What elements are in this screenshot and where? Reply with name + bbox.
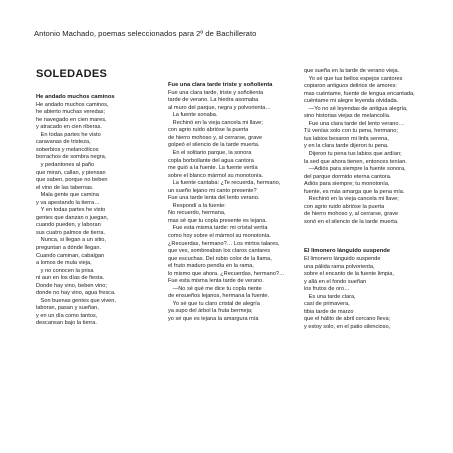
poem-line: y pedantones al paño [36, 161, 95, 168]
poem-line: Fue una tarde lenta del lento verano. [168, 195, 260, 202]
page-header: Antonio Machado, poemas seleccionados para 2º de Bachillerato [34, 29, 257, 38]
poem-line: tibia tarde de marzo [304, 308, 354, 315]
poem-line: ni aun en los días de fiesta. [36, 275, 105, 282]
poem-line: al muro del parque, negra y polvorienta… [168, 104, 271, 111]
poem-line: Mala gente que camina [36, 192, 99, 199]
poem-line: sobre el encanto de la fuente limpia, [304, 271, 394, 278]
poem-line: —Yo no sé leyendas de antigua alegría, [304, 105, 408, 112]
poem-line: con agrio ruido abrióse la puerta [304, 203, 385, 210]
poem-gap [304, 226, 444, 248]
poem-line: he abierto muchas veredas; [36, 109, 106, 116]
poem-line: copla borbollante del agua cantora [168, 157, 254, 164]
poem-line: y en un día como tantos, [36, 312, 98, 319]
poem-line: la sed que ahora tienen, entonces tenían. [304, 158, 407, 165]
poem-line: y no conocen la prisa [36, 267, 94, 274]
poem-line: cuéntame mi alegre leyenda olvidada. [304, 98, 399, 105]
poem-line: ya supo del árbol la fruta bermeja; [168, 308, 253, 315]
poem-line: que miran, callan, y piensan [36, 169, 106, 176]
poem-line: Yo sé que tus bellos espejos cantores [304, 75, 403, 82]
poem-line: tus labios besaron mi linfa serena, [304, 135, 389, 142]
poem-line: En el solitario parque, la sonora [168, 149, 252, 156]
poem-line: laboran, pasan y sueñan, [36, 305, 99, 312]
poem-line: Y en todas partes he visto [36, 207, 106, 214]
poem-line: Respondí a la fuente: [168, 202, 226, 209]
poem-line: Rechinó en la vieja cancela mi llave; [304, 196, 399, 203]
poem-line: soberbios y melancólicos [36, 146, 99, 153]
poem-line: y atracado en cien riberas. [36, 124, 102, 131]
poem-line: yo sé que es lejana la amargura mía [168, 316, 259, 322]
poem-line: y estoy solo, en el patio silencioso, [304, 324, 391, 330]
poem-line: a lomos de mula vieja, [36, 260, 92, 267]
poem-lines-continuation [304, 68, 444, 226]
poem-line: tarde de verano. La hiedra asomaba [168, 97, 259, 104]
poem-line: y va apestando la tierra… [36, 199, 100, 206]
poem-line: que sueña en la tarde de verano vieja. [304, 68, 400, 74]
poem-line: El limonero lánguido suspende [304, 256, 381, 263]
poem-line: fuente, es más amarga que la pena mía. [304, 188, 405, 195]
poem-line: Fue una clara tarde del lento verano… [304, 120, 405, 127]
poem-line: sonó en el silencio de la tarde muerta. [304, 218, 399, 225]
poem-line: sobre el blanco mármol su monotonía. [168, 172, 264, 179]
poem-line: mas cuéntame, fuente de lengua encantada, [304, 90, 415, 97]
poem-line: cuando pueden, y laboran [36, 222, 101, 229]
poem-line: con agrio ruido abrióse la puerta [168, 127, 249, 134]
poem-line: lo mismo que ahora. ¿Recuerdas, hermano?… [168, 270, 285, 277]
poem-line: casi de primavera, [304, 301, 350, 308]
poem-line: un sueño lejano mi canto presente? [168, 187, 257, 194]
poem-line: Es una tarde clara, [304, 293, 356, 300]
poem-title-fue-una-clara-tarde: Fue una clara tarde triste y soñolienta [168, 82, 273, 88]
poem-line: de hierro mohoso y, al cerrarse, grave [304, 211, 399, 218]
poem-line: ¿Recuerdas, hermano?… Los mirtos talares, [168, 240, 280, 247]
column-middle [168, 82, 298, 324]
poem-line: copiaron antiguos delirios de amores: [304, 83, 397, 90]
poem-line: Dijeron tu pena tus labios que ardían; [304, 151, 402, 158]
poem-line: —Adiós para siempre la fuente sonora, [304, 166, 406, 173]
poem-line: y en la clara tarde dijeron tu pena. [304, 143, 389, 150]
poem-line: gentes que danzan o juegan, [36, 214, 109, 221]
poem-line: Tú venías solo con tu pena, hermano; [304, 128, 398, 135]
poem-line: Donde hay vino, beben vino; [36, 282, 107, 289]
poem-lines-he-andado [36, 102, 156, 328]
poem-line: La fuente cantaba: ¿Te recuerda, hermano, [168, 180, 281, 187]
poem-line: Fue esta misma lenta tarde de verano. [168, 278, 264, 285]
poem-line: como hoy sobre el mármol su monotonía. [168, 232, 271, 239]
poem-line: que ves, sombreaban los claros cantares [168, 248, 270, 255]
poem-line: En todas partes he visto [36, 131, 101, 138]
poem-line: Adiós para siempre; tu monotonía, [304, 181, 390, 188]
poem-line: mas sé que tu copla presente es lejana. [168, 217, 267, 224]
column-left [36, 68, 156, 328]
poem-line: que saben, porque no beben [36, 177, 108, 184]
poem-line: Fue una clara tarde, triste y soñolienta [168, 89, 264, 96]
poem-line: me guió a la fuente. La fuente vertía [168, 165, 258, 172]
poem-line: La fuente sonaba. [168, 112, 218, 119]
poem-title-el-limonero: El limonero lánguido suspende [304, 248, 390, 255]
poem-line: Cuando caminan, cabalgan [36, 252, 105, 259]
poem-line: Rechinó en la vieja cancela mi llave; [168, 119, 263, 126]
poem-line: una pálida rama polvorienta, [304, 263, 375, 270]
poem-line: caravanas de tristeza, [36, 139, 91, 146]
poem-line: y allá en el fondo sueñan [304, 278, 367, 285]
poem-line: el vino de las tabernas. [36, 184, 94, 191]
column-right [304, 68, 444, 332]
poem-line: sus cuatro palmos de tierra. [36, 229, 106, 236]
section-title-text: SOLEDADES [36, 68, 108, 80]
poem-line: que escuchas. Del rubio color de la llama, [168, 255, 272, 262]
poem-lines-fue-una-clara-tarde [168, 90, 298, 324]
poem-line: de hierro mohoso y, al cerrarse, grave [168, 134, 263, 141]
poem-line: He andado muchos caminos, [36, 101, 109, 108]
poem-line: golpeó el silencio de la tarde muerta. [168, 142, 260, 149]
poem-line: Yo sé que tu claro cristal de alegría [168, 300, 260, 307]
poem-line: los frutos de oro… [304, 286, 350, 293]
poem-line: borrachos de sombra negra, [36, 154, 107, 161]
poem-line: Son buenas gentes que viven, [36, 297, 116, 304]
poem-line: —No sé qué me dice tu copla riente [168, 285, 262, 292]
poem-line: de ensueños lejanos, hermana la fuente. [168, 293, 270, 300]
poem-line: Nunca, si llegan a un sitio, [36, 237, 106, 244]
poem-line: he navegado en cien mares, [36, 116, 107, 123]
section-title [36, 68, 156, 80]
poem-title-he-andado: He andado muchos caminos [36, 94, 115, 100]
poem-line: sino historias viejas de melancolía. [304, 113, 391, 120]
poem-line: el fruto maduro pendía en la rama, [168, 263, 254, 270]
poem-line: Fue esta misma tarde: mi cristal vertía [168, 225, 268, 232]
poem-line: descansan bajo la tierra. [36, 320, 97, 327]
poem-line: preguntan a dónde llegan. [36, 244, 102, 251]
poem-line: del parque dormido eterna cantora. [304, 173, 392, 180]
poem-line: donde no hay vino, agua fresca. [36, 290, 116, 297]
poem-line: No recuerdo, hermana, [168, 210, 226, 217]
poem-lines-el-limonero [304, 256, 444, 331]
poem-line: que el hálito de abril cercano lleva; [304, 316, 391, 323]
